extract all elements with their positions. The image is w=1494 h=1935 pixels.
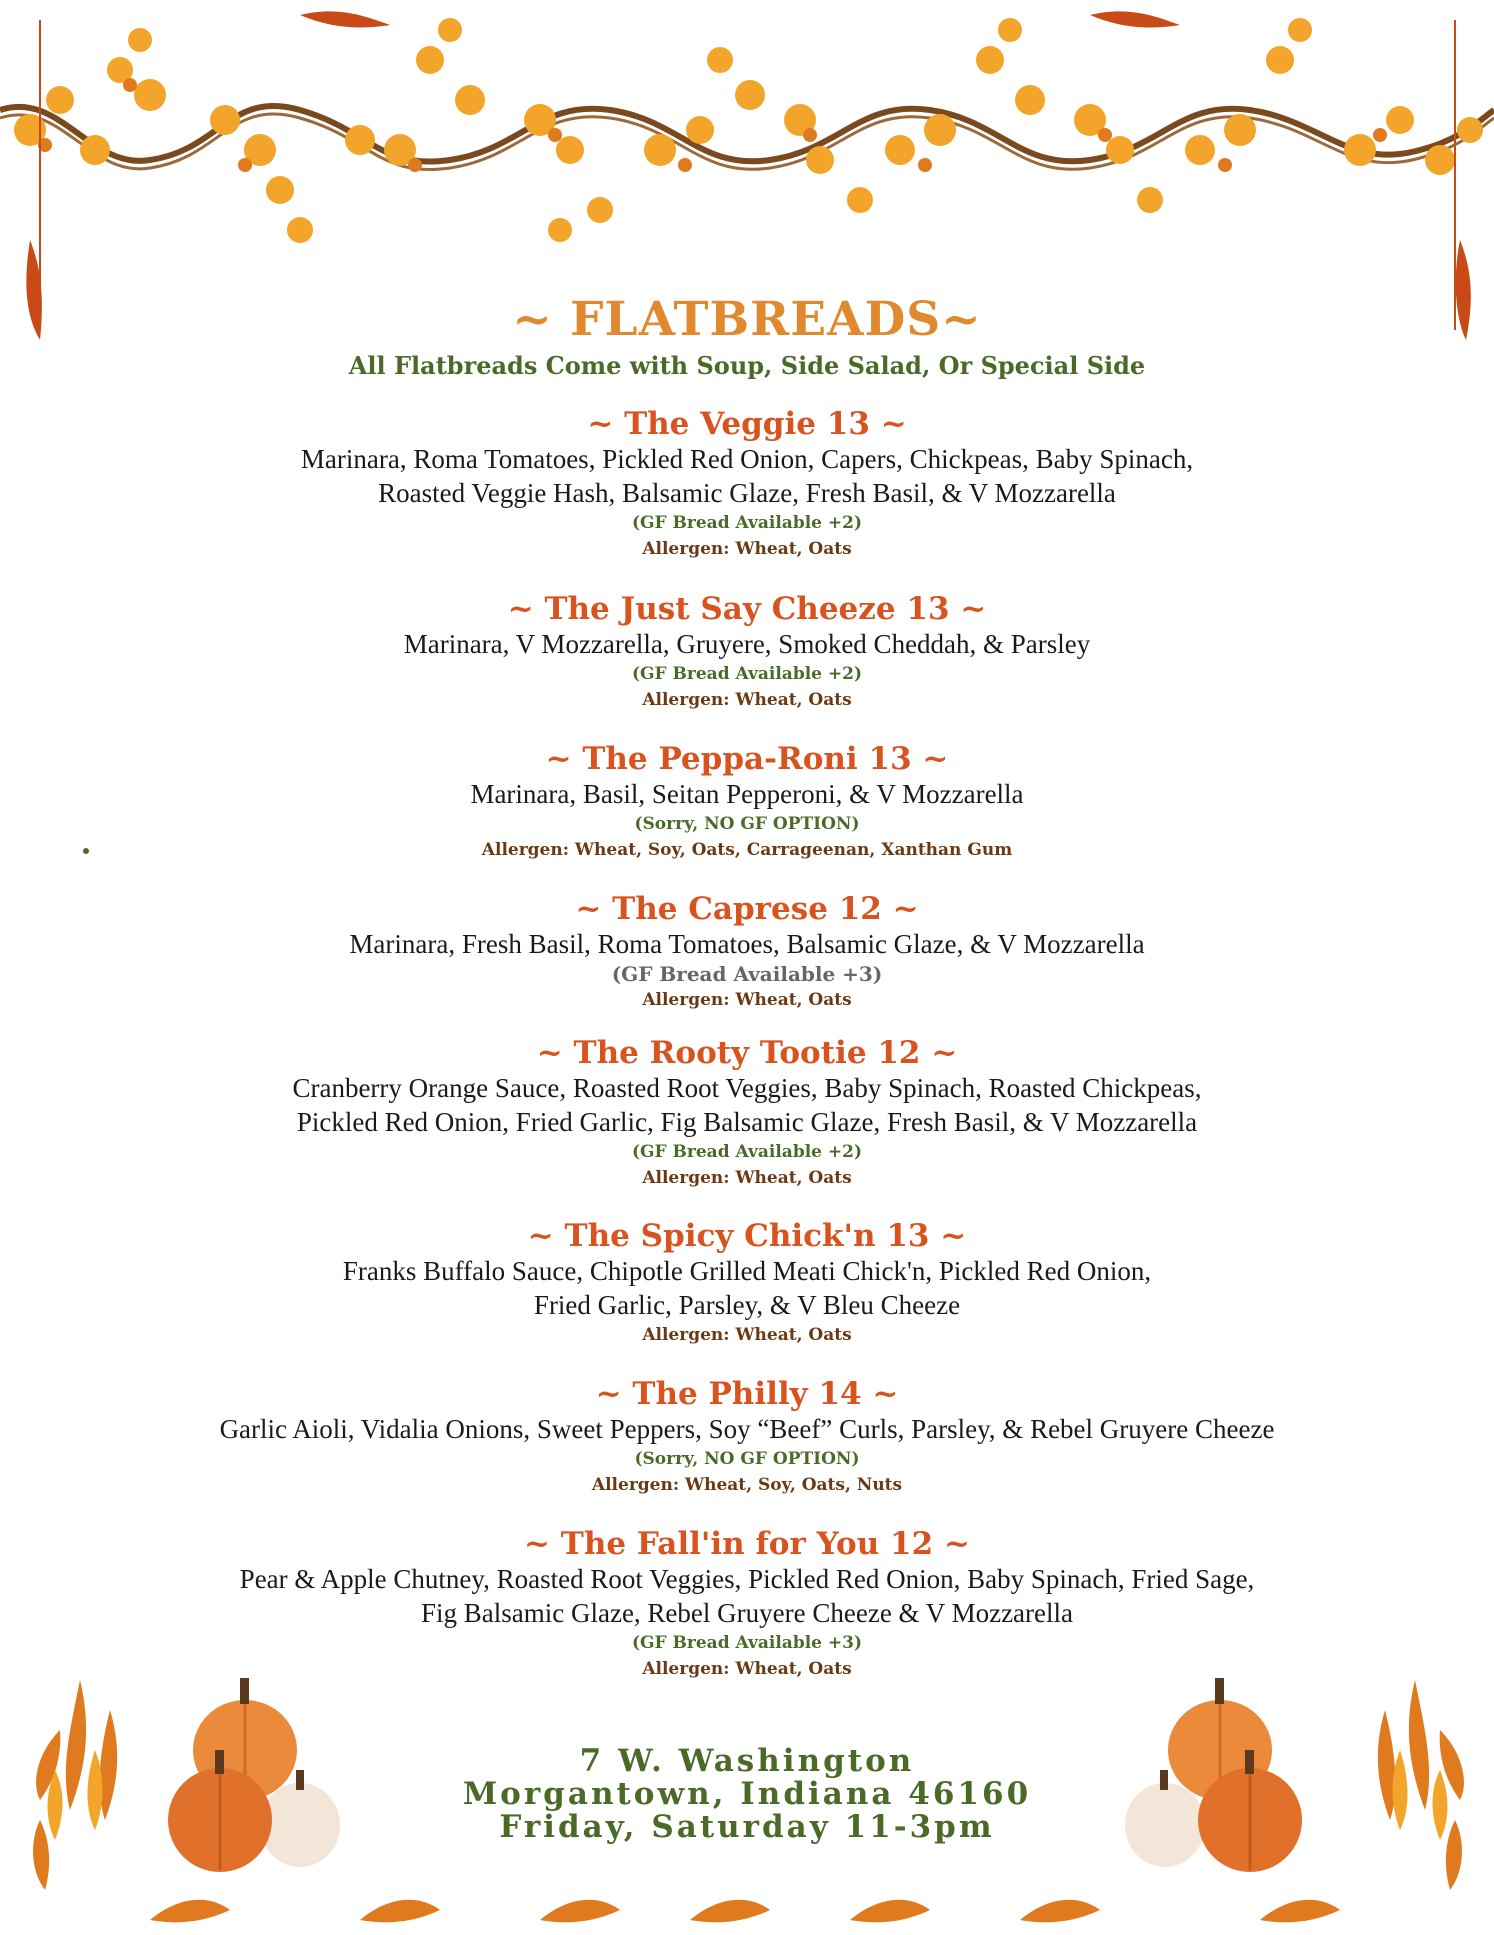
item-name: ~ The Caprese 12 ~ bbox=[575, 891, 919, 927]
item-description: Fried Garlic, Parsley, & V Bleu Cheeze bbox=[533, 1290, 961, 1320]
item-allergen: Allergen: Wheat, Oats bbox=[642, 1659, 852, 1679]
item-description: Marinara, V Mozzarella, Gruyere, Smoked Cheddah, & Parsley bbox=[403, 629, 1091, 659]
item-allergen: Allergen: Wheat, Soy, Oats, Carrageenan, Xanthan Gum bbox=[481, 840, 1013, 860]
menu-item bbox=[0, 1376, 1494, 1498]
item-name: ~ The Spicy Chick'n 13 ~ bbox=[527, 1218, 967, 1254]
address-street: 7 W. Washington bbox=[579, 1743, 915, 1779]
item-gf-note: (GF Bread Available +2) bbox=[631, 1142, 863, 1162]
item-name: ~ The Peppa-Roni 13 ~ bbox=[545, 741, 949, 777]
item-description: Pear & Apple Chutney, Roasted Root Veggies, Pickled Red Onion, Baby Spinach, Fried Sage, bbox=[239, 1564, 1255, 1594]
item-name: ~ The Rooty Tootie 12 ~ bbox=[536, 1035, 958, 1071]
menu-item bbox=[0, 891, 1494, 1013]
item-description: Marinara, Fresh Basil, Roma Tomatoes, Balsamic Glaze, & V Mozzarella bbox=[349, 929, 1145, 959]
item-description: Pickled Red Onion, Fried Garlic, Fig Balsamic Glaze, Fresh Basil, & V Mozzarella bbox=[296, 1107, 1198, 1137]
item-allergen: Allergen: Wheat, Oats bbox=[642, 1168, 852, 1188]
item-gf-note: (Sorry, NO GF OPTION) bbox=[634, 814, 860, 834]
menu-item bbox=[0, 591, 1494, 713]
menu-item bbox=[0, 741, 1494, 863]
menu-item bbox=[0, 406, 1494, 562]
item-description: Fig Balsamic Glaze, Rebel Gruyere Cheeze & V Mozzarella bbox=[420, 1598, 1073, 1628]
menu-item bbox=[0, 1218, 1494, 1348]
item-gf-note: (GF Bread Available +2) bbox=[631, 513, 863, 533]
item-description: Marinara, Basil, Seitan Pepperoni, & V Mozzarella bbox=[470, 779, 1024, 809]
page-subtitle: All Flatbreads Come with Soup, Side Salad, Or Special Side bbox=[348, 351, 1146, 380]
hours: Friday, Saturday 11-3pm bbox=[499, 1809, 995, 1845]
page-title: ~ FLATBREADS~ bbox=[512, 292, 982, 347]
item-name: ~ The Fall'in for You 12 ~ bbox=[524, 1526, 970, 1562]
address-city: Morgantown, Indiana 46160 bbox=[462, 1776, 1032, 1812]
item-name: ~ The Veggie 13 ~ bbox=[587, 406, 907, 442]
menu-item bbox=[0, 1035, 1494, 1191]
item-description: Franks Buffalo Sauce, Chipotle Grilled Meati Chick'n, Pickled Red Onion, bbox=[342, 1256, 1152, 1286]
item-gf-note: (GF Bread Available +3) bbox=[631, 1633, 863, 1653]
item-description: Roasted Veggie Hash, Balsamic Glaze, Fresh Basil, & V Mozzarella bbox=[378, 478, 1116, 508]
item-gf-note: (GF Bread Available +3) bbox=[611, 962, 883, 986]
item-allergen: Allergen: Wheat, Oats bbox=[642, 990, 852, 1010]
address-block bbox=[0, 1745, 1494, 1844]
item-name: ~ The Philly 14 ~ bbox=[595, 1376, 899, 1412]
item-allergen: Allergen: Wheat, Oats bbox=[642, 690, 852, 710]
item-description: Marinara, Roma Tomatoes, Pickled Red Onion, Capers, Chickpeas, Baby Spinach, bbox=[300, 444, 1194, 474]
item-allergen: Allergen: Wheat, Oats bbox=[642, 1325, 852, 1345]
item-allergen: Allergen: Wheat, Oats bbox=[642, 539, 852, 559]
bullet-dot bbox=[83, 848, 89, 854]
item-gf-note: (GF Bread Available +2) bbox=[631, 664, 863, 684]
item-description: Garlic Aioli, Vidalia Onions, Sweet Peppers, Soy “Beef” Curls, Parsley, & Rebel Gruyere Cheeze bbox=[219, 1414, 1275, 1444]
item-description: Cranberry Orange Sauce, Roasted Root Veggies, Baby Spinach, Roasted Chickpeas, bbox=[292, 1073, 1202, 1103]
item-name: ~ The Just Say Cheeze 13 ~ bbox=[507, 591, 987, 627]
item-allergen: Allergen: Wheat, Soy, Oats, Nuts bbox=[591, 1475, 903, 1495]
item-gf-note: (Sorry, NO GF OPTION) bbox=[634, 1449, 860, 1469]
